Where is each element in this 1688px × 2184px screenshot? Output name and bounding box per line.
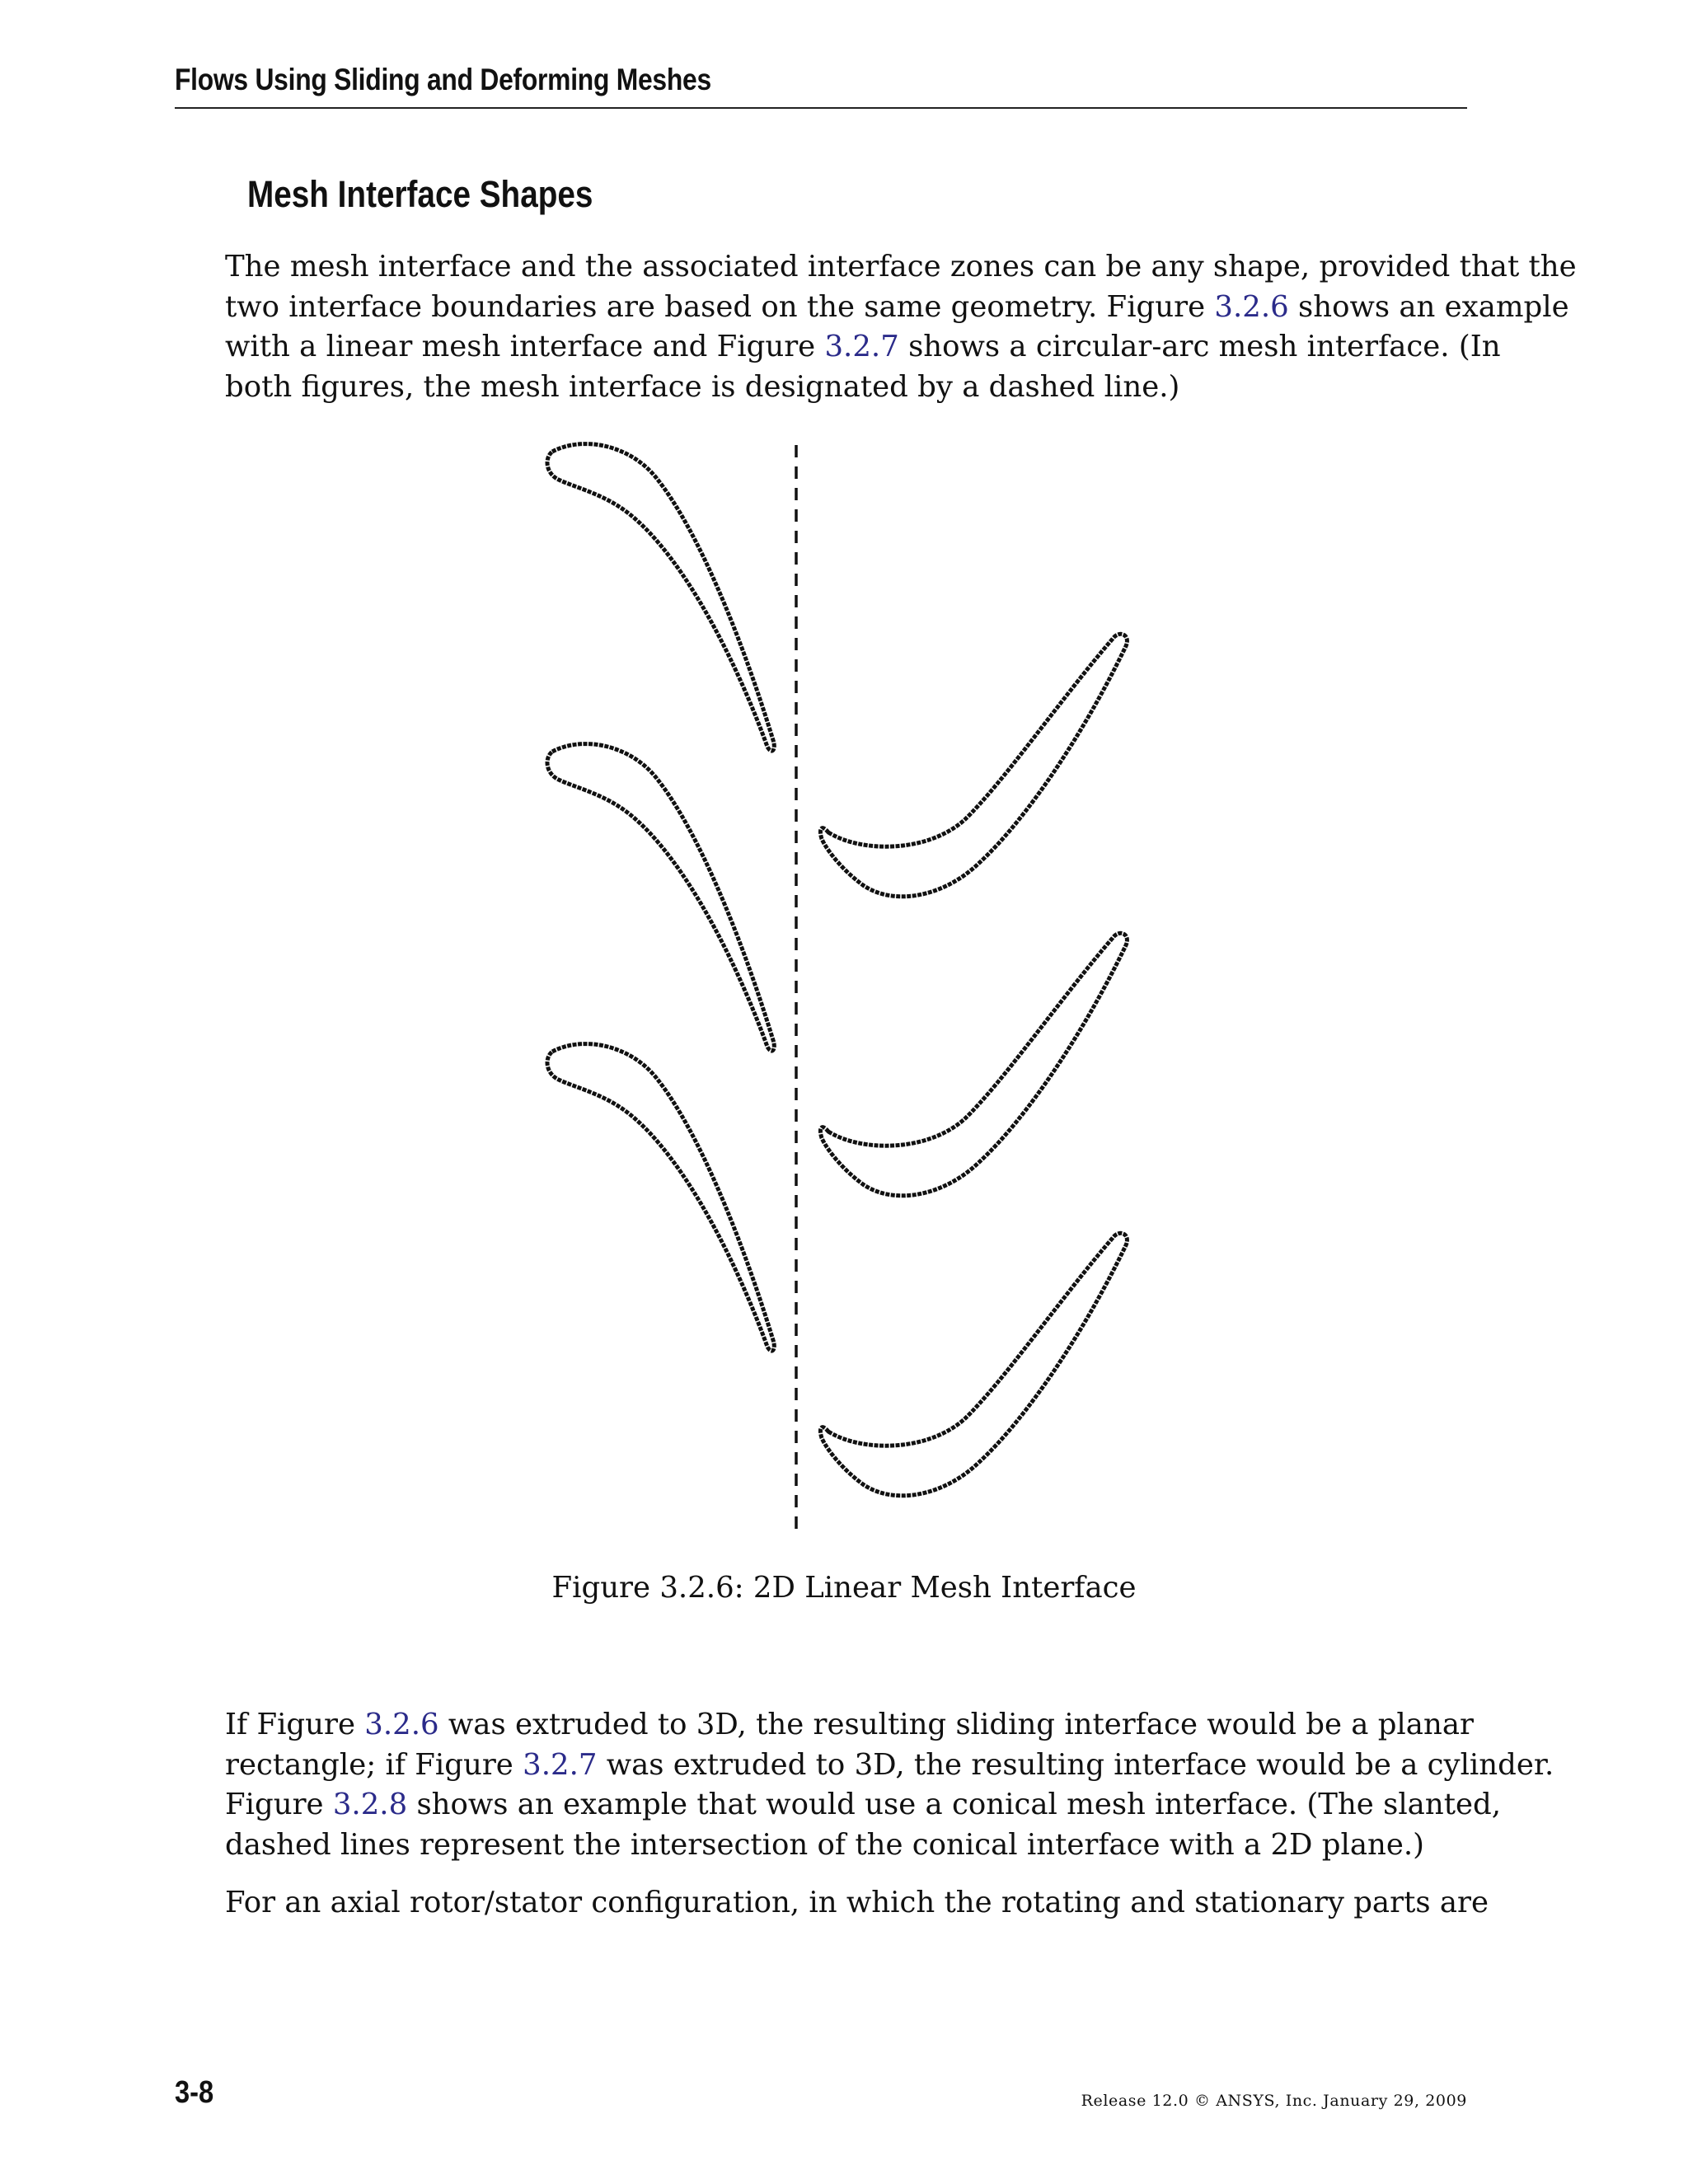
figure-crossref-link[interactable]: 3.2.6 [1214,289,1289,324]
text-run: shows a circular-arc mesh interface. (In [898,330,1501,363]
rotor-blade-outline [820,634,1127,896]
paragraph-rotor-stator [225,1883,1489,1924]
text-run: Figure [225,1788,333,1821]
section-title: Mesh Interface Shapes [247,173,593,215]
paragraph-line [225,1825,1467,1866]
paragraph-line [225,288,1569,328]
text-run: For an axial rotor/stator configuration, in which the rotating and stationary parts are [225,1886,1489,1919]
text-run: shows an example that would use a conical mesh interface. (The slanted, [407,1788,1501,1821]
paragraph-extrusion [225,1705,1554,1865]
paragraph-line [225,1785,1501,1825]
paragraph-line [225,1746,1554,1786]
text-run: both figures, the mesh interface is designated by a dashed line.) [225,369,1180,404]
figure-crossref-link[interactable]: 3.2.7 [824,330,899,363]
text-run: two interface boundaries are based on the same geometry. Figure [225,289,1215,324]
rotor-blade-outline [820,1233,1127,1495]
text-run: If Figure [225,1708,365,1741]
running-header-title: Flows Using Sliding and Deforming Meshes [175,63,711,96]
header-rule [175,107,1467,109]
figure-crossref-link[interactable]: 3.2.7 [523,1747,598,1782]
text-run: dashed lines represent the intersection of the conical interface with a 2D plane.) [225,1827,1425,1862]
paragraph-line [225,1883,1489,1924]
paragraph-line [225,368,1467,408]
figure-crossref-link[interactable]: 3.2.6 [364,1708,439,1741]
page-number: 3-8 [175,2075,214,2110]
paragraph-line [225,1705,1474,1746]
release-footer: Release 12.0 © ANSYS, Inc. January 29, 2009 [1081,2092,1467,2110]
paragraph-intro [225,247,1577,407]
text-run: with a linear mesh interface and Figure [225,330,825,363]
text-run: rectangle; if Figure [225,1747,523,1782]
paragraph-line [225,247,1577,288]
text-run: was extruded to 3D, the resulting sliding interface would be a planar [438,1708,1474,1741]
stator-blade-outline [547,1044,774,1351]
text-run: shows an example [1288,289,1569,324]
stator-blade-outline [547,744,774,1051]
text-run: The mesh interface and the associated interface zones can be any shape, provided that the [225,250,1577,284]
text-run: was extruded to 3D, the resulting interface would be a cylinder. [597,1747,1554,1782]
paragraph-line [225,327,1501,368]
figure-crossref-link[interactable]: 3.2.8 [332,1788,408,1821]
figure-caption: Figure 3.2.6: 2D Linear Mesh Interface [551,1571,1137,1605]
rotor-blade-outline [820,933,1127,1195]
stator-blade-outline [547,444,774,751]
